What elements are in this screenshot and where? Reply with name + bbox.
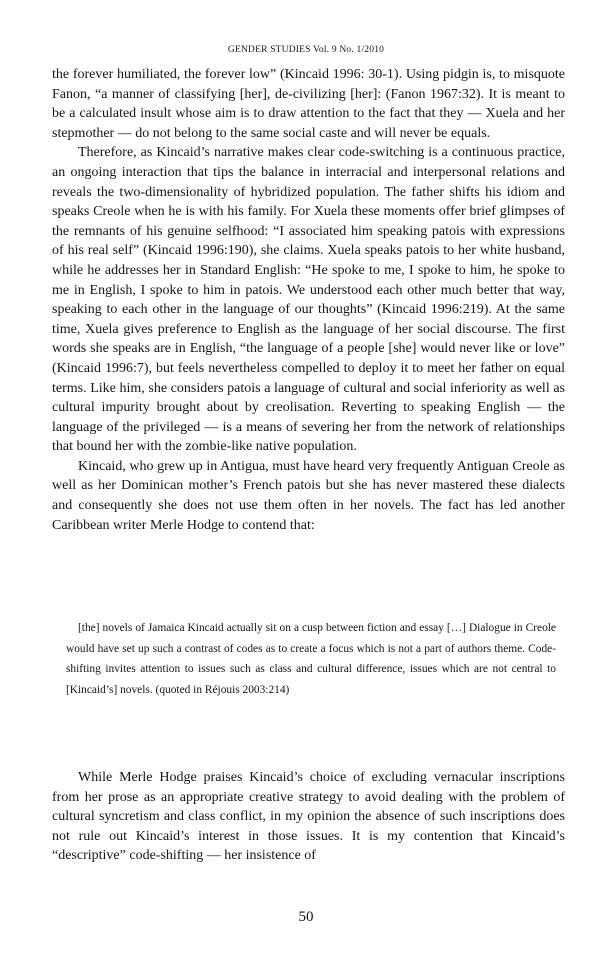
paragraph-3: Kincaid, who grew up in Antigua, must have heard very frequently Antiguan Creole as well as her Dominican mother’s French patois but she has never mastered these dialects and consequently she does not use them often in her novels. The fact has led another Caribbean writer Merle Hodge to contend that: (52, 458, 565, 533)
closing-text (52, 768, 565, 866)
running-head: GENDER STUDIES Vol. 9 No. 1/2010 (227, 45, 385, 55)
main-text (52, 65, 565, 535)
block-quote (66, 618, 556, 700)
paragraph-2: Therefore, as Kincaid’s narrative makes clear code-switching is a continuous practice, an ongoing interaction that tips the balance in interracial and interpersonal relations and reveals the two-dimensionality of hybridized population. The father shifts his idiom and speaks Creole when he is with his family. For Xuela these moments offer brief glimpses of the remnants of his genuine selfhood: “I associated him speaking patois with expressions of his real self” (Kincaid 1996:190), she claims. Xuela speaks patois to her white husband, while he addresses her in Standard English: “He spoke to me, I spoke to him, he spoke to me in English, I spoke to him in patois. We understood each other much better that way, speaking to each other in the language of our thoughts” (Kincaid 1996:219). At the same time, Xuela gives preference to English as the language of her social discourse. The first words she speaks are in English, “the language of a people [she] would never like or love” (Kincaid 1996:7), but feels nevertheless compelled to deploy it to meet her father on equal terms. Like him, she considers patois a language of cultural and social inferiority as well as cultural impurity brought about by creolisation. Reverting to speaking English — the language of the privileged — is a means of severing her from the network of relationships that bound her with the zombie-like native population. (52, 145, 565, 455)
page-number: 50 (298, 909, 314, 925)
block-quote-text: [the] novels of Jamaica Kincaid actually sit on a cusp between fiction and essay […] Dialogue in Creole would have set up such a contrast of codes as to create a focus which is not a part of authors theme. Code-shifting invites attention to issues such as class and cultural difference, issues which are not central to [Kincaid’s] novels. (quoted in Réjouis 2003:214) (66, 622, 556, 696)
paragraph-1: the forever humiliated, the forever low” (Kincaid 1996: 30-1). Using pidgin is, to misquote Fanon, “a manner of classifying [her], de-civilizing [her]: (Fanon 1967:32). It is meant to be a calculated insult whose aim is to draw attention to the fact that they — Xuela and her stepmother — do not belong to the same social caste and will never be equals. (52, 67, 565, 141)
paragraph-4: While Merle Hodge praises Kincaid’s choice of excluding vernacular inscriptions from her prose as an appropriate creative strategy to avoid dealing with the problem of cultural syncretism and class conflict, in my opinion the absence of such inscriptions does not rule out Kincaid’s interest in those issues. It is my contention that Kincaid’s “descriptive” code-shifting — her insistence of (52, 770, 565, 864)
